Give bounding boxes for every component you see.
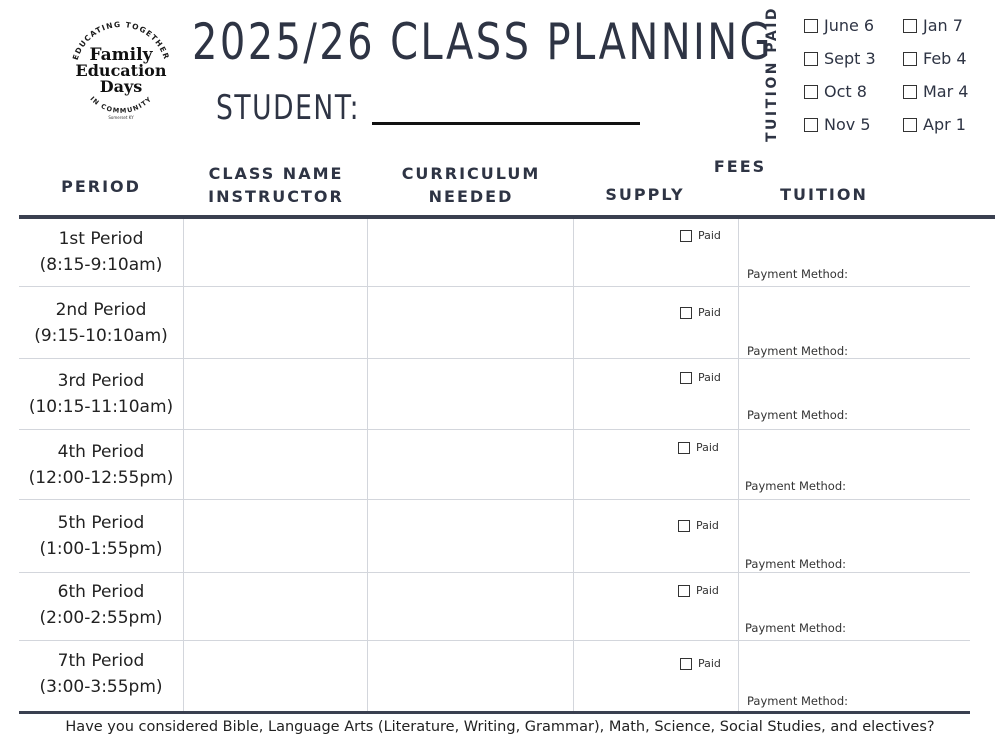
student-label: STUDENT: xyxy=(216,88,361,128)
period-name: 6th Period xyxy=(57,582,145,602)
period-cell xyxy=(19,579,183,631)
checkbox[interactable] xyxy=(678,520,690,532)
month-label: Mar 4 xyxy=(923,82,969,101)
paid-label: Paid xyxy=(698,306,721,319)
logo-line-days: Days xyxy=(99,77,143,96)
footer-divider xyxy=(19,711,970,714)
header-curriculum-line1: CURRICULUM xyxy=(401,164,541,183)
payment-method-label: Payment Method: xyxy=(745,557,847,571)
period-time: (9:15-10:10am) xyxy=(34,326,168,346)
checkbox[interactable] xyxy=(804,118,818,132)
period-cell xyxy=(19,226,183,278)
period-time: (3:00-3:55pm) xyxy=(39,677,163,697)
supply-paid-checkbox[interactable] xyxy=(678,584,719,597)
header-class-instructor xyxy=(186,162,366,208)
header-period: PERIOD xyxy=(61,177,141,196)
tuition-month-feb[interactable] xyxy=(903,49,967,68)
header-fees: FEES xyxy=(713,157,767,176)
logo-line-family: Family xyxy=(89,45,153,65)
header-curriculum xyxy=(370,162,572,208)
tuition-paid-label: TUITION PAID xyxy=(764,5,780,142)
payment-method-label: Payment Method: xyxy=(747,408,849,422)
paid-label: Paid xyxy=(696,584,719,597)
supply-paid-checkbox[interactable] xyxy=(680,306,721,319)
checkbox[interactable] xyxy=(680,658,692,670)
supply-paid-checkbox[interactable] xyxy=(678,519,719,532)
footer-note: Have you considered Bible, Language Arts (Literature, Writing, Grammar), Math, Science, Social Studies, and electives? xyxy=(65,719,935,735)
payment-method-label: Payment Method: xyxy=(747,267,849,281)
tuition-month-sept[interactable] xyxy=(804,49,876,68)
payment-method-label: Payment Method: xyxy=(747,344,849,358)
period-time: (2:00-2:55pm) xyxy=(39,608,163,628)
period-name: 2nd Period xyxy=(55,300,147,320)
paid-label: Paid xyxy=(696,441,719,454)
month-label: Oct 8 xyxy=(824,82,867,101)
student-name-line[interactable] xyxy=(372,122,640,125)
month-label: Nov 5 xyxy=(824,115,871,134)
period-name: 7th Period xyxy=(57,651,145,671)
period-name: 5th Period xyxy=(57,513,145,533)
month-label: June 6 xyxy=(824,16,875,35)
month-label: Jan 7 xyxy=(923,16,963,35)
period-name: 1st Period xyxy=(58,229,144,249)
supply-paid-checkbox[interactable] xyxy=(678,441,719,454)
tuition-month-june[interactable] xyxy=(804,16,874,35)
period-cell xyxy=(19,510,183,562)
logo-fine-print: Somerset KY xyxy=(108,115,134,120)
checkbox[interactable] xyxy=(903,52,917,66)
checkbox[interactable] xyxy=(678,442,690,454)
logo-arc-top: EDUCATING TOGETHER xyxy=(70,19,172,62)
page-title: 2025/26 CLASS PLANNING xyxy=(192,13,773,71)
period-name: 4th Period xyxy=(57,442,145,462)
checkbox[interactable] xyxy=(903,85,917,99)
payment-method-label: Payment Method: xyxy=(747,694,849,708)
period-cell xyxy=(19,297,183,349)
period-name: 3rd Period xyxy=(57,371,145,391)
period-time: (8:15-9:10am) xyxy=(39,255,163,275)
header-curriculum-line2: NEEDED xyxy=(428,187,514,206)
period-time: (12:00-12:55pm) xyxy=(28,468,174,488)
payment-method-label: Payment Method: xyxy=(745,621,847,635)
paid-label: Paid xyxy=(696,519,719,532)
checkbox[interactable] xyxy=(903,118,917,132)
checkbox[interactable] xyxy=(678,585,690,597)
tuition-month-mar[interactable] xyxy=(903,82,968,101)
paid-label: Paid xyxy=(698,371,721,384)
period-time: (1:00-1:55pm) xyxy=(39,539,163,559)
payment-method-label: Payment Method: xyxy=(745,479,847,493)
checkbox[interactable] xyxy=(680,230,692,242)
tuition-month-jan[interactable] xyxy=(903,16,963,35)
header-class-name: CLASS NAME xyxy=(208,164,344,183)
month-label: Sept 3 xyxy=(824,49,876,68)
header-tuition: TUITION xyxy=(780,185,868,204)
checkbox[interactable] xyxy=(680,307,692,319)
header-instructor: INSTRUCTOR xyxy=(208,187,344,206)
period-cell xyxy=(19,368,183,420)
month-label: Apr 1 xyxy=(923,115,966,134)
tuition-month-oct[interactable] xyxy=(804,82,867,101)
period-time: (10:15-11:10am) xyxy=(28,397,174,417)
svg-text:IN COMMUNITY xyxy=(88,95,153,115)
checkbox[interactable] xyxy=(903,19,917,33)
checkbox[interactable] xyxy=(680,372,692,384)
logo-line-education: Education xyxy=(75,61,167,80)
paid-label: Paid xyxy=(698,229,721,242)
supply-paid-checkbox[interactable] xyxy=(680,371,721,384)
tuition-month-nov[interactable] xyxy=(804,115,871,134)
month-label: Feb 4 xyxy=(923,49,967,68)
checkbox[interactable] xyxy=(804,52,818,66)
paid-label: Paid xyxy=(698,657,721,670)
supply-paid-checkbox[interactable] xyxy=(680,657,721,670)
family-education-days-logo xyxy=(62,10,180,128)
logo-arc-bottom: IN COMMUNITY xyxy=(88,94,154,116)
tuition-month-apr[interactable] xyxy=(903,115,966,134)
period-cell xyxy=(19,439,183,491)
supply-paid-checkbox[interactable] xyxy=(680,229,721,242)
header-supply: SUPPLY xyxy=(605,185,685,204)
period-cell xyxy=(19,648,183,700)
checkbox[interactable] xyxy=(804,19,818,33)
checkbox[interactable] xyxy=(804,85,818,99)
